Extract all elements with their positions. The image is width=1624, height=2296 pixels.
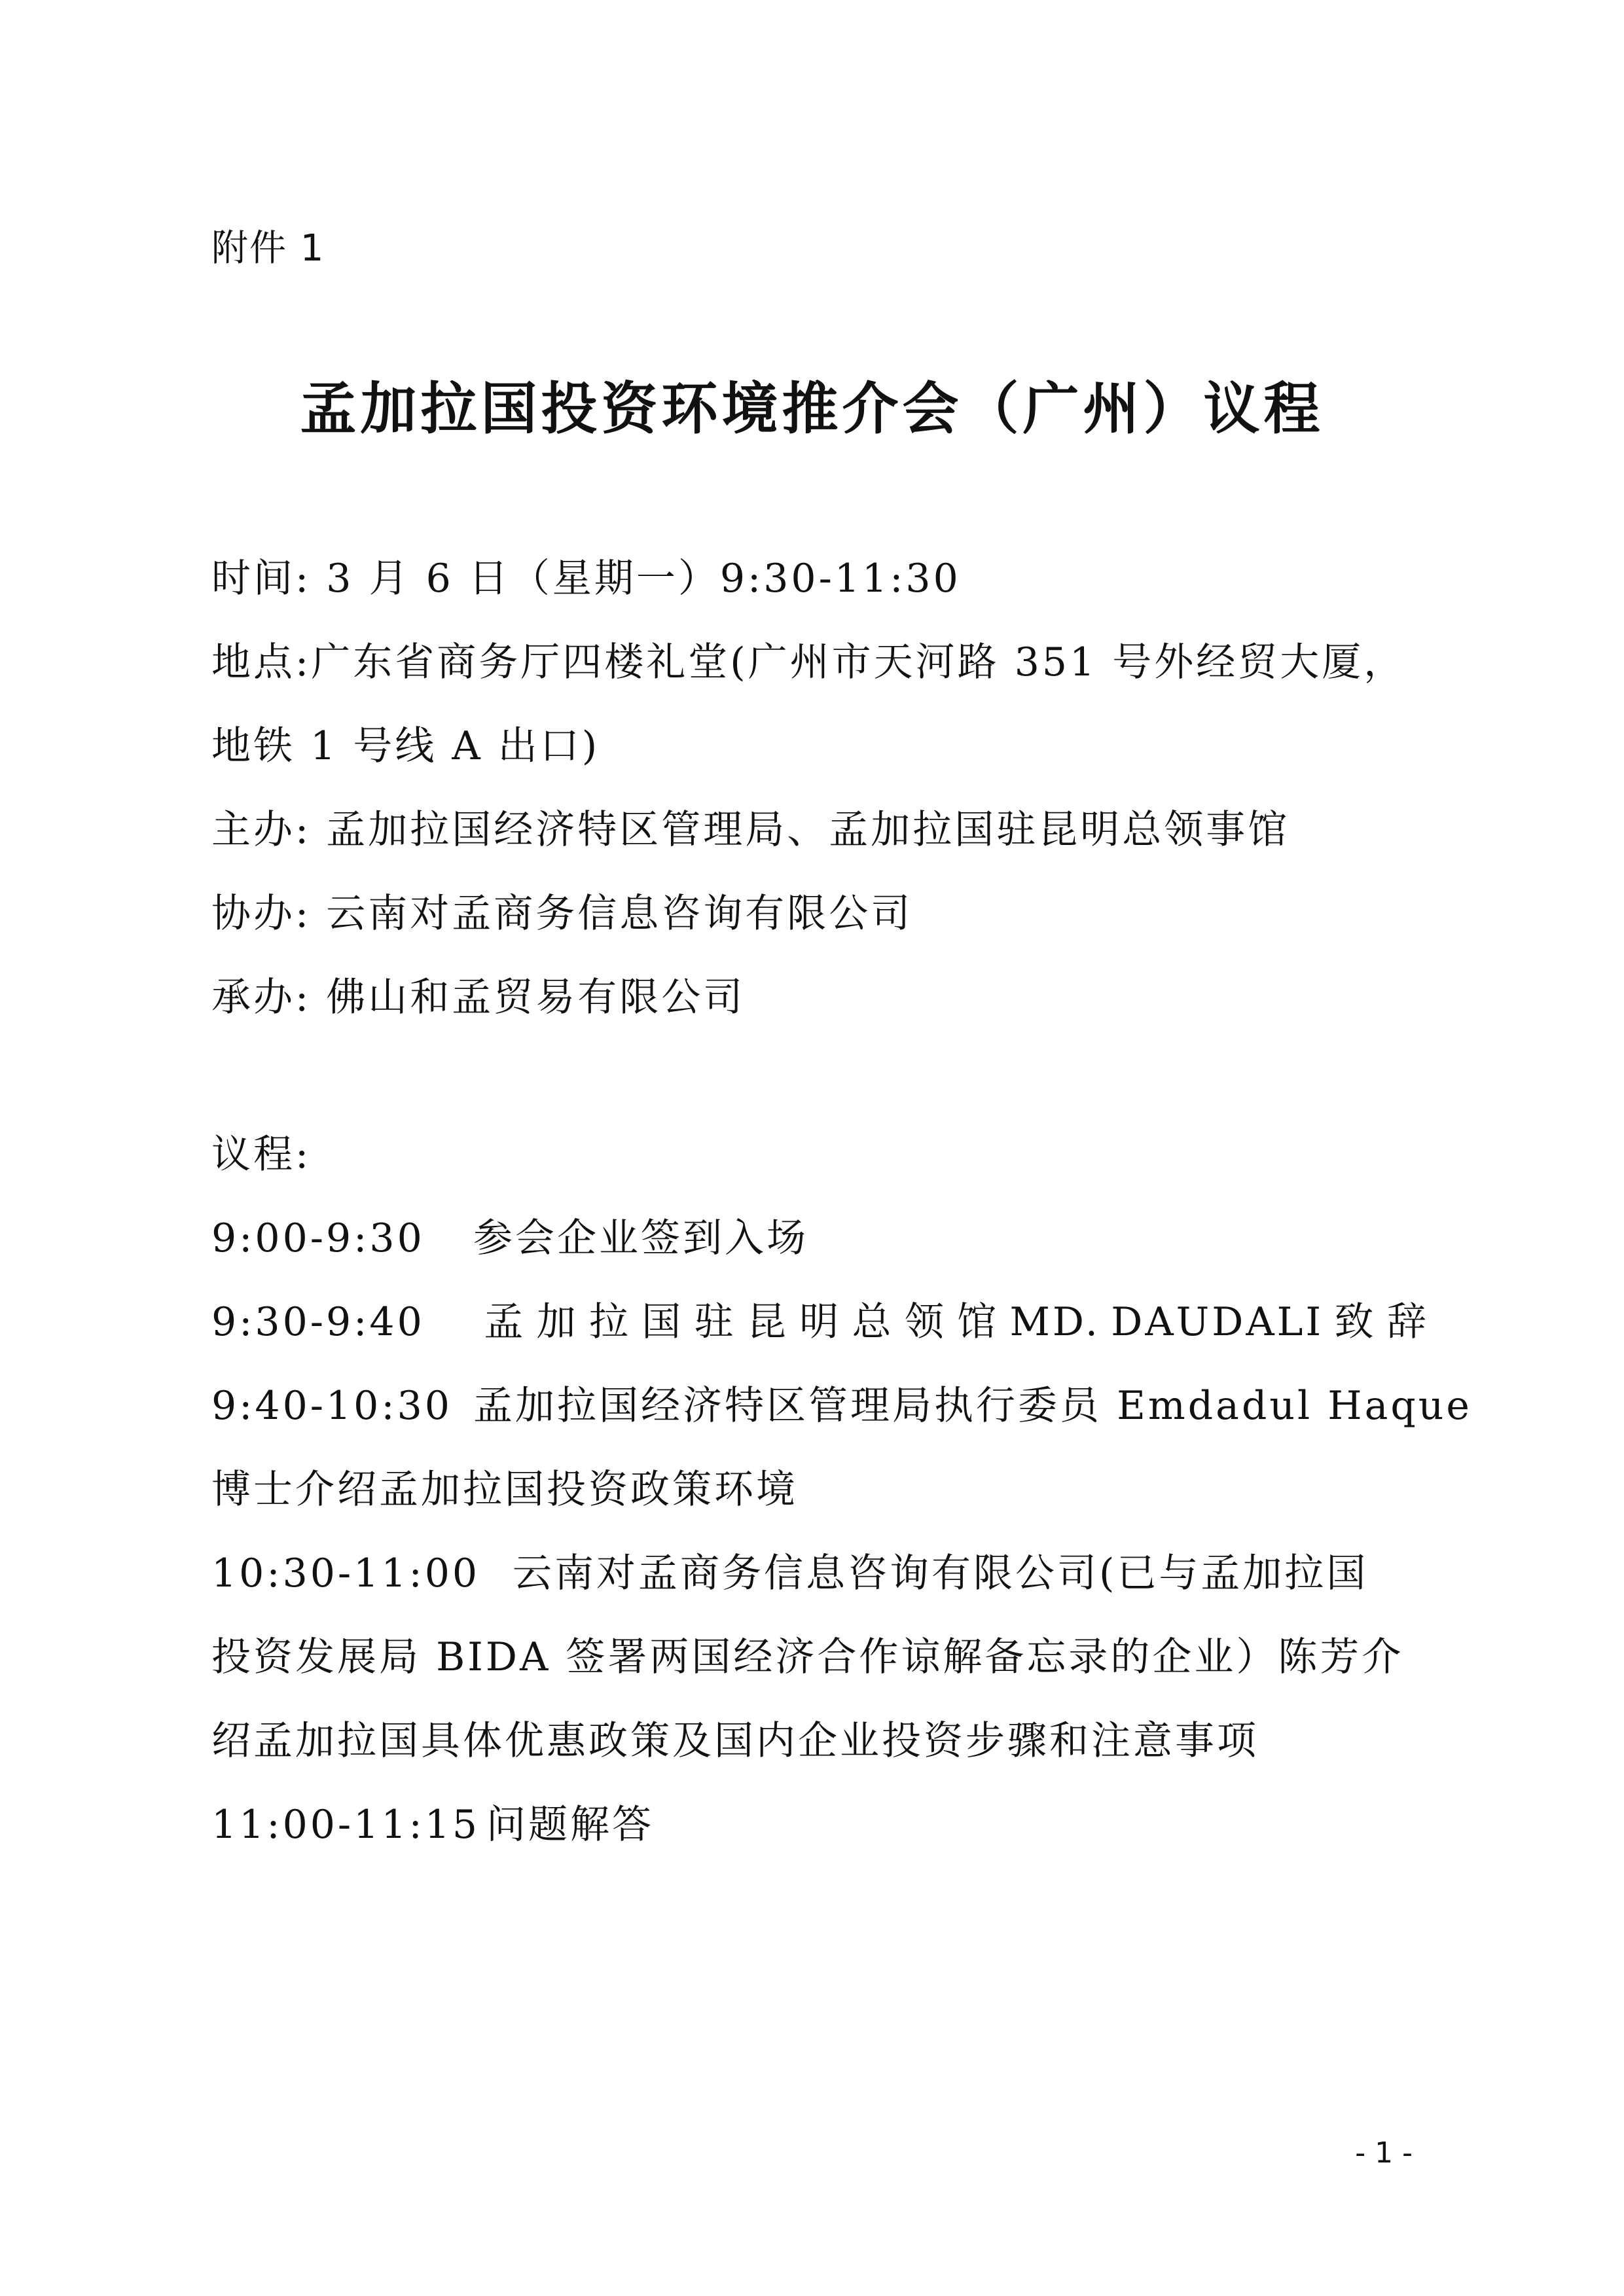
agenda-item-word: 加 — [536, 1299, 579, 1345]
agenda-item-text: 孟加拉国经济特区管理局执行委员 Emdadul Haque — [473, 1383, 1472, 1429]
document-title: 孟加拉国投资环境推介会（广州）议程 — [300, 376, 1324, 442]
agenda-item-word: 明 — [799, 1299, 842, 1345]
agenda-item-word: 孟 — [484, 1299, 526, 1345]
event-host: 主办: 孟加拉国经济特区管理局、孟加拉国驻昆明总领事馆 — [211, 807, 1290, 853]
agenda-item-word: 馆 — [957, 1299, 1000, 1345]
event-info — [211, 537, 1429, 1039]
agenda-item-word: 昆 — [746, 1299, 789, 1345]
agenda-item-word: MD. — [1009, 1299, 1100, 1345]
agenda-heading — [211, 1113, 1429, 1196]
agenda-item-time: 11:00-11:15 — [211, 1802, 480, 1848]
agenda-item-word: 辞 — [1386, 1299, 1429, 1345]
agenda-item — [211, 1196, 1429, 1280]
event-location-line-2: 地铁 1 号线 A 出口) — [211, 723, 600, 769]
agenda-item-time: 9:30-9:40 — [211, 1299, 425, 1345]
event-organizer: 承办: 佛山和孟贸易有限公司 — [211, 975, 746, 1020]
agenda-item-time: 10:30-11:00 — [211, 1551, 480, 1596]
attachment-label: 附件 1 — [211, 227, 325, 270]
agenda-item-time: 9:00-9:30 — [211, 1215, 425, 1261]
agenda-list — [211, 1196, 1472, 1867]
agenda-item-text: 云南对孟商务信息咨询有限公司(已与孟加拉国 — [513, 1551, 1369, 1596]
event-time: 时间: 3 月 6 日（星期一）9:30-11:30 — [211, 556, 961, 601]
agenda-item-word: 拉 — [588, 1299, 631, 1345]
event-co-organizer: 协办: 云南对孟商务信息咨询有限公司 — [211, 891, 913, 937]
agenda-item-text: 问题解答 — [486, 1802, 654, 1848]
agenda-item-continuation: 绍孟加拉国具体优惠政策及国内企业投资步骤和注意事项 — [211, 1718, 1259, 1764]
agenda-heading-text: 议程: — [211, 1132, 312, 1177]
agenda-item-continuation: 博士介绍孟加拉国投资政策环境 — [211, 1467, 798, 1513]
agenda-item-word: 领 — [904, 1299, 947, 1345]
agenda-item — [211, 1532, 1429, 1783]
agenda-item-text: 参会企业签到入场 — [473, 1215, 808, 1261]
agenda-item-word: 致 — [1334, 1299, 1377, 1345]
agenda-item-continuation: 投资发展局 BIDA 签署两国经济合作谅解备忘录的企业）陈芳介 — [211, 1634, 1404, 1680]
agenda-item-line — [211, 1280, 1429, 1364]
agenda-item-word: 驻 — [694, 1299, 736, 1345]
agenda-item — [211, 1783, 1429, 1867]
agenda-item — [211, 1364, 1472, 1532]
agenda-item-word: 国 — [641, 1299, 684, 1345]
page-number: - 1 - — [1355, 2136, 1413, 2170]
agenda-item-word: 总 — [852, 1299, 894, 1345]
agenda-item-time: 9:40-10:30 — [211, 1383, 452, 1429]
event-location-line-1: 地点:广东省商务厅四楼礼堂(广州市天河路 351 号外经贸大厦， — [211, 639, 1406, 685]
agenda-item — [211, 1280, 1429, 1364]
agenda-item-word: DAUDALI — [1111, 1299, 1324, 1345]
